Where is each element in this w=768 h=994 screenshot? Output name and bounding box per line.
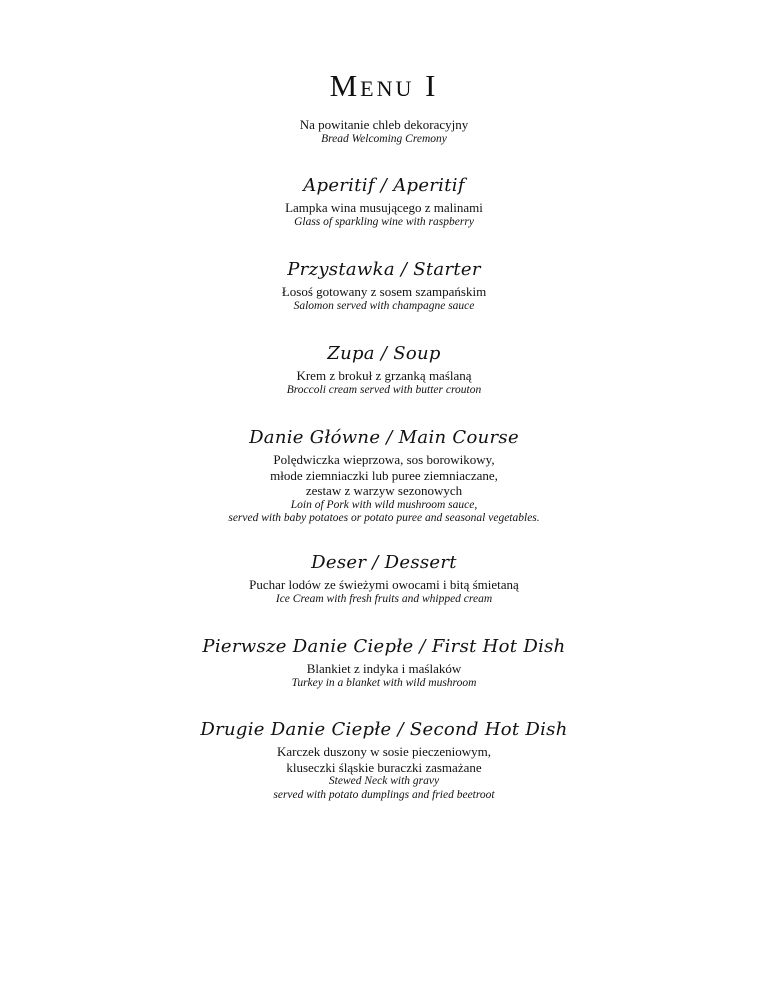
- section-heading: Deser / Dessert: [311, 552, 457, 573]
- dish-polish: Krem z brokuł z grzanką maślaną: [296, 368, 472, 383]
- dish-polish: Polędwiczka wieprzowa, sos borowikowy,: [273, 452, 495, 467]
- dish-english: Broccoli cream served with butter crouton: [286, 383, 482, 396]
- dish-polish: Blankiet z indyka i maślaków: [306, 661, 462, 676]
- dish-english: Salomon served with champagne sauce: [293, 299, 475, 312]
- section-heading: Drugie Danie Ciepłe / Second Hot Dish: [200, 719, 568, 740]
- section-heading: Aperitif / Aperitif: [303, 175, 465, 196]
- section-starter: [0, 258, 768, 313]
- dish-english: Turkey in a blanket with wild mushroom: [291, 676, 477, 689]
- section-main-course: [0, 426, 768, 526]
- dish-polish: Puchar lodów ze świeżymi owocami i bitą śmietaną: [249, 577, 519, 592]
- section-first-hot-dish: [0, 635, 768, 690]
- intro-block: [0, 117, 768, 146]
- section-aperitif: [0, 174, 768, 229]
- dish-english: Loin of Pork with wild mushroom sauce,: [290, 498, 478, 511]
- section-second-hot-dish: [0, 718, 768, 802]
- section-soup: [0, 342, 768, 397]
- dish-polish: zestaw z warzyw sezonowych: [305, 483, 463, 498]
- dish-polish: Łosoś gotowany z sosem szampańskim: [281, 284, 487, 299]
- section-heading: Przystawka / Starter: [287, 259, 481, 280]
- section-heading: Danie Główne / Main Course: [249, 427, 519, 448]
- section-dessert: [0, 551, 768, 606]
- intro-polish: Na powitanie chleb dekoracyjny: [299, 117, 469, 132]
- dish-polish: Lampka wina musującego z malinami: [285, 200, 483, 215]
- dish-polish: Karczek duszony w sosie pieczeniowym,: [276, 744, 492, 759]
- section-heading: Zupa / Soup: [327, 343, 441, 364]
- section-heading: Pierwsze Danie Ciepłe / First Hot Dish: [202, 636, 566, 657]
- intro-english: Bread Welcoming Cremony: [321, 132, 447, 145]
- dish-english: Glass of sparkling wine with raspberry: [294, 215, 474, 228]
- dish-english: Ice Cream with fresh fruits and whipped cream: [275, 592, 493, 605]
- dish-english: served with potato dumplings and fried beetroot: [273, 788, 495, 801]
- dish-polish: kluseczki śląskie buraczki zasmażane: [286, 759, 482, 775]
- dish-polish: młode ziemniaczki lub puree ziemniaczane,: [270, 467, 498, 483]
- dish-english: served with baby potatoes or potato puree and seasonal vegetables.: [228, 512, 540, 524]
- dish-english: Stewed Neck with gravy: [328, 775, 440, 787]
- menu-title: Menu I: [329, 68, 439, 103]
